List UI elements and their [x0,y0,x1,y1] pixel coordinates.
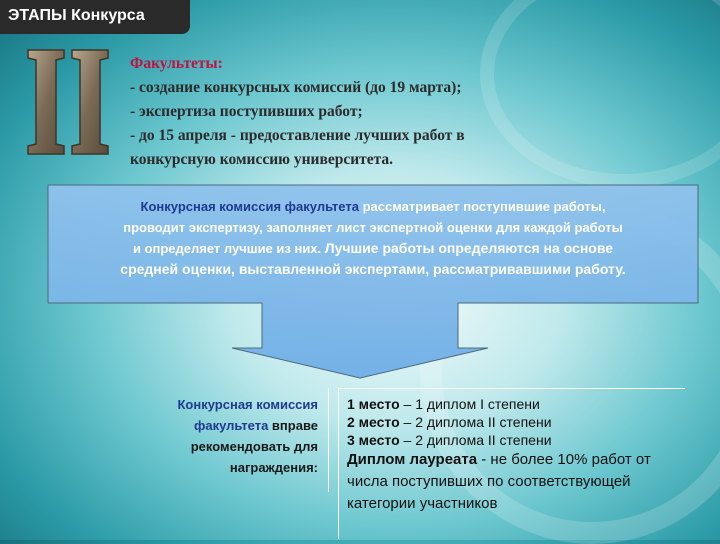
page-title: ЭТАПЫ Конкурса [8,7,145,24]
faculties-line: - до 15 апреля - предоставление лучших работ в [130,127,465,144]
commission-line: награждения: [229,460,318,475]
awards-box [338,388,685,539]
award-desc: – 2 диплома II степени [399,414,552,430]
faculties-line: - создание конкурсных комиссий (до 19 марта); [130,79,462,96]
commission-rights-box [136,388,329,492]
commission-text-part: вправе [268,418,318,433]
laureate-label: Диплом лауреата [347,451,478,468]
callout-highlight: Конкурсная комиссия факультета [140,199,359,214]
award-desc: – 1 диплом I степени [399,396,540,412]
callout-emphasis: средней оценки, выставленной экспертами, рассматривавшими работу. [120,261,626,277]
callout-text [58,196,688,280]
award-item [347,413,677,431]
faculties-line: конкурсную комиссию университета. [130,151,394,168]
commission-line: Конкурсная комиссия [177,397,318,412]
callout-emphasis: Лучшие работы определяются на основе [324,240,614,256]
laureate-desc: - не более 10% работ от числа поступивших по соответствующей категории участников [347,451,651,512]
callout-text-part: и определяет лучшие из них. [132,241,325,256]
award-item [347,449,677,515]
commission-highlight: факультета [194,418,269,433]
award-item [347,431,677,449]
callout-text-part: рассматривает поступившие работы, [358,199,606,214]
callout-line: проводит экспертизу, заполняет лист экспертной оценки для каждой работы [123,220,623,235]
faculties-title: Факультеты: [130,55,223,72]
commission-line: рекомендовать для [190,439,318,454]
award-item [347,395,677,413]
faculties-line: - экспертиза поступивших работ; [130,103,363,120]
award-place-label: 2 место [347,414,400,430]
award-desc: – 2 диплома II степени [399,432,552,448]
award-place-label: 1 место [347,396,400,412]
award-place-label: 3 место [347,432,400,448]
